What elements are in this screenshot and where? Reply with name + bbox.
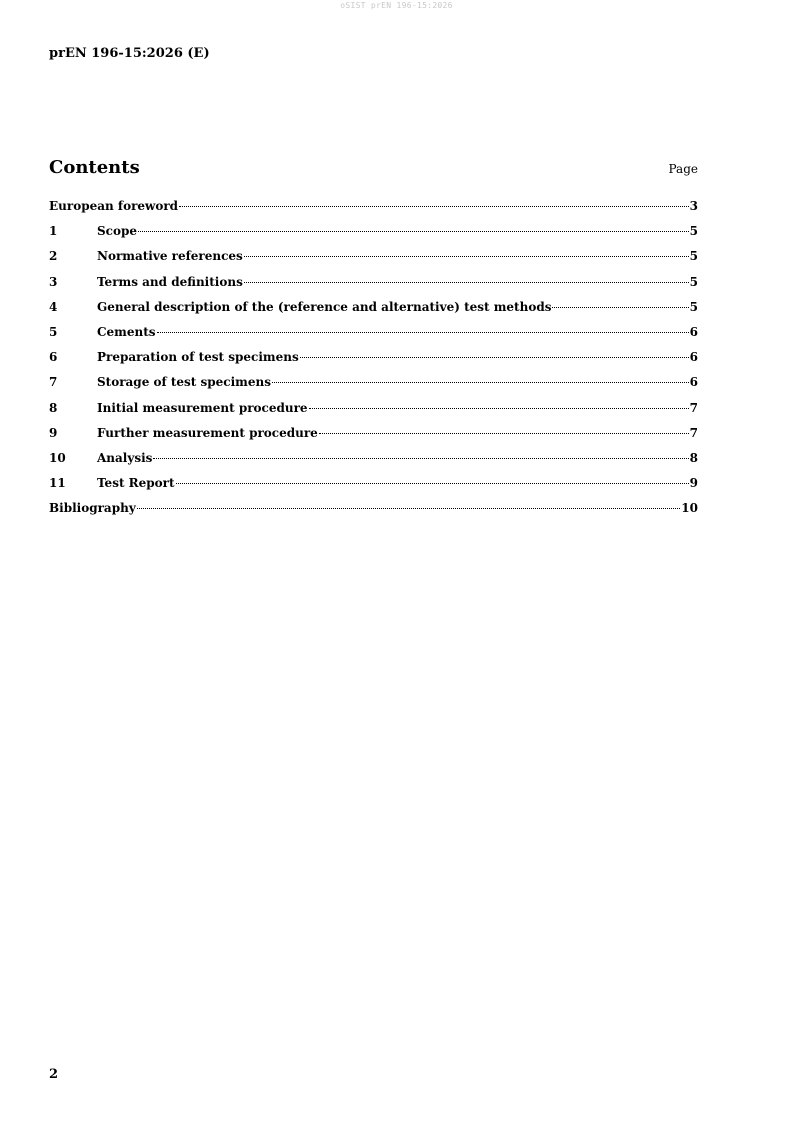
toc-entry-page: 8 [689, 450, 698, 465]
toc-entry-test-report[interactable] [49, 476, 698, 501]
toc-entry-page: 3 [689, 199, 698, 213]
toc-entry-title: Analysis [97, 450, 153, 465]
toc-leader-dots [157, 332, 689, 333]
toc-leader-dots [244, 282, 689, 283]
toc-entry-number: 4 [49, 299, 58, 314]
toc-entry-number: 1 [49, 224, 58, 239]
toc-leader-dots [552, 307, 688, 308]
document-id: prEN 196-15:2026 (E) [49, 46, 210, 61]
toc-entry-scope[interactable] [49, 224, 698, 249]
toc-leader-dots [179, 206, 689, 207]
toc-entry-title: General description of the (reference and alternative) test methods [97, 299, 552, 314]
toc-leader-dots [244, 256, 689, 257]
toc-leader-dots [319, 433, 689, 434]
toc-leader-dots [309, 408, 689, 409]
toc-entry-page: 6 [689, 350, 698, 365]
toc-entry-general-description[interactable] [49, 300, 698, 325]
toc-entry-number: 2 [49, 249, 58, 264]
contents-heading [49, 157, 698, 183]
toc-entry-storage-of-test-specimens[interactable] [49, 375, 698, 400]
toc-entry-title: Cements [97, 324, 156, 339]
toc-entry-title: Storage of test specimens [97, 375, 271, 390]
toc-entry-title: Normative references [97, 249, 243, 264]
toc-entry-page: 9 [689, 476, 698, 491]
toc-leader-dots [300, 357, 689, 358]
toc-entry-page: 5 [689, 249, 698, 264]
toc-entry-page: 6 [689, 375, 698, 390]
toc-entry-cements[interactable] [49, 325, 698, 350]
toc-entry-title: Preparation of test specimens [97, 350, 299, 365]
toc-entry-number: 9 [49, 425, 58, 440]
toc-leader-dots [137, 508, 681, 509]
toc-leader-dots [153, 458, 688, 459]
toc-entry-number: 7 [49, 375, 58, 390]
toc-entry-terms-and-definitions[interactable] [49, 275, 698, 300]
table-of-contents [49, 199, 698, 526]
toc-leader-dots [272, 382, 689, 383]
toc-entry-preparation-of-test-specimens[interactable] [49, 350, 698, 375]
toc-entry-bibliography[interactable] [49, 501, 698, 526]
toc-entry-number: 8 [49, 400, 58, 415]
toc-leader-dots [176, 483, 689, 484]
page-column-label: Page [668, 162, 698, 176]
toc-entry-title: Terms and definitions [97, 274, 243, 289]
toc-entry-title: European foreword [49, 199, 179, 213]
toc-entry-page: 5 [689, 299, 698, 314]
toc-entry-number: 5 [49, 324, 58, 339]
toc-entry-title: Initial measurement procedure [97, 400, 308, 415]
toc-entry-page: 10 [681, 501, 698, 516]
toc-entry-page: 5 [689, 274, 698, 289]
toc-entry-normative-references[interactable] [49, 249, 698, 274]
watermark: oSIST prEN 196-15:2026 [340, 1, 453, 10]
toc-entry-analysis[interactable] [49, 451, 698, 476]
toc-entry-initial-measurement-procedure[interactable] [49, 401, 698, 426]
page-number: 2 [49, 1067, 59, 1082]
toc-entry-page: 7 [689, 425, 698, 440]
toc-entry-title: Further measurement procedure [97, 425, 318, 440]
toc-entry-number: 3 [49, 274, 58, 289]
toc-entry-title: Scope [97, 224, 138, 239]
toc-leader-dots [138, 231, 689, 232]
toc-entry-further-measurement-procedure[interactable] [49, 426, 698, 451]
toc-entry-number: 11 [49, 476, 66, 491]
toc-entry-number: 10 [49, 450, 66, 465]
toc-entry-title: Bibliography [49, 501, 136, 516]
contents-title: Contents [49, 157, 140, 178]
toc-entry-title: Test Report [97, 476, 175, 491]
toc-entry-number: 6 [49, 350, 58, 365]
toc-entry-page: 6 [689, 324, 698, 339]
toc-entry-european-foreword[interactable] [49, 199, 698, 224]
toc-entry-page: 7 [689, 400, 698, 415]
toc-entry-page: 5 [689, 224, 698, 239]
